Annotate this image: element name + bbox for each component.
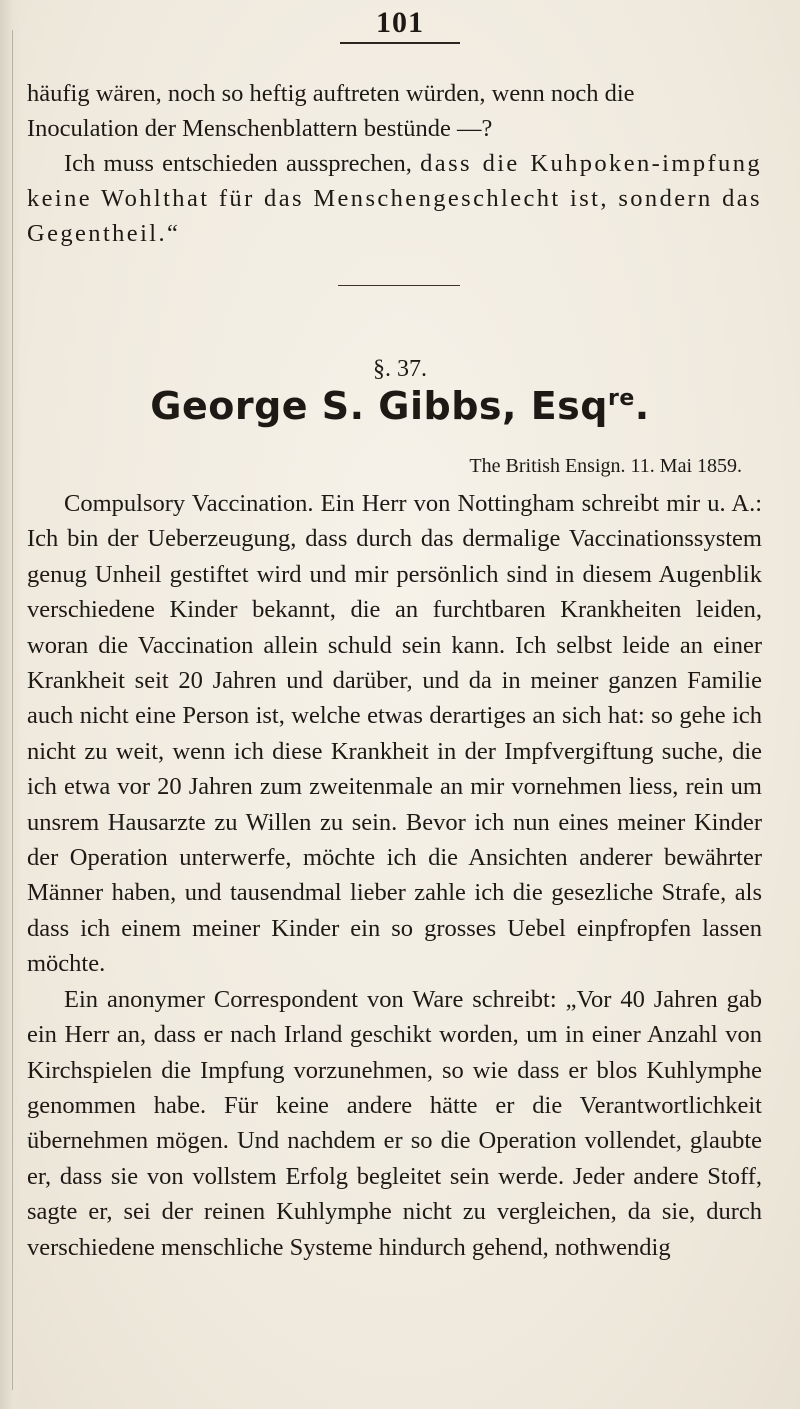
section-heading <box>0 384 800 428</box>
quote-spaced: dass die Kuhpoken-impfung keine Wohlthat für das Menschengeschlecht ist, sondern das Gegentheil.“ <box>27 150 763 247</box>
heading-end: . <box>634 384 650 428</box>
gutter-line <box>12 30 13 1390</box>
paragraph-2: Ein anonymer Correspondent von Ware schreibt: „Vor 40 Jahren gab ein Herr an, dass er nach Irland geschikt worden, um in einer Anzahl von Kirchspielen die Impfung vorzunehmen, so wie dass er blos Kuhlymphe genommen habe. Für keine andere hätte er die Verantwortlichkeit übernehmen mögen. Und nachdem er so die Operation vollendet, glaubte er, dass sie von vollstem Erfolg begleitet sein werde. Jeder andere Stoff, sagte er, sei der reinen Kuhlymphe nicht zu vergleichen, da sie, durch verschiedene menschliche Systeme hindurch gehend, nothwendig <box>27 985 762 1261</box>
heading-superscript: re <box>608 386 635 411</box>
top-line-2: Inoculation der Menschenblattern bestünde —? <box>27 115 493 142</box>
top-line-1: häufig wären, noch so heftig auftreten würden, wenn noch die <box>27 80 635 107</box>
heading-main: George S. Gibbs, Esq <box>150 384 608 428</box>
emphasized-quote <box>27 146 762 251</box>
section-divider <box>338 285 460 286</box>
page-number: 101 <box>376 6 424 39</box>
quote-lead: Ich muss entschieden aussprechen, <box>64 150 412 177</box>
section-number: §. 37. <box>373 356 427 382</box>
page-gutter-shadow <box>0 0 22 1409</box>
top-paragraph <box>27 76 762 251</box>
page-number-rule <box>340 42 460 44</box>
body-text <box>27 486 762 1265</box>
paragraph-1: Compulsory Vaccination. Ein Herr von Nottingham schreibt mir u. A.: Ich bin der Ueberzeugung, dass durch das dermalige Vaccinationssystem genug Unheil gestiftet wird und mir persönlich sind in diesem Augenblik verschiedene Kinder bekannt, die an furchtbaren Krankheiten leiden, woran die Vaccination allein schuld sein kann. Ich selbst leide an einer Krankheit seit 20 Jahren und darüber, und da in meiner ganzen Familie auch nicht eine Person ist, welche etwas derartiges an sich hat: so gehe ich nicht zu weit, wenn ich diese Krankheit in der Impfvergiftung suche, die ich etwa vor 20 Jahren zum zweitenmale an mir vornehmen liess, rein um unsrem Hausarzte zu Willen zu sein. Bevor ich nun eines meiner Kinder der Operation unterwerfe, möchte ich die Ansichten anderer bewährter Männer haben, und tausendmal lieber zahle ich die gesezliche Strafe, als dass ich einem meiner Kinder ein so grosses Uebel einpfropfen lassen möchte. <box>27 490 762 978</box>
source-citation: The British Ensign. 11. Mai 1859. <box>469 455 742 477</box>
